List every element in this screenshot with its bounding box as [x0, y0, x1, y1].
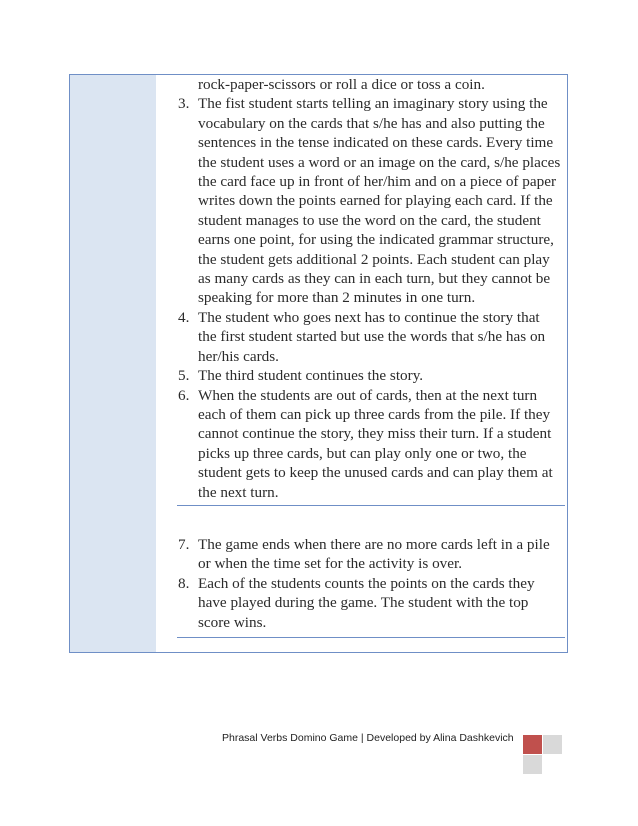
list-item-text-line: the next turn.: [198, 483, 279, 501]
list-item-text-line: speaking for more than 2 minutes in one turn.: [198, 289, 476, 307]
list-item-text-line: sentences in the tense indicated on these cards. Every time: [198, 134, 554, 152]
list-item-text-line: vocabulary on the cards that s/he has and also putting the: [198, 114, 545, 132]
list-item-text-line: student manages to use the word on the card, the student: [198, 211, 541, 229]
list-item-text-line: earns one point, for using the indicated grammar structure,: [198, 231, 554, 249]
list-item-text-line: student gets to keep the unused cards and can play them at: [198, 464, 553, 482]
intro-line: rock-paper-scissors or roll a dice or toss a coin.: [198, 76, 485, 93]
list-item-number: 8.: [178, 574, 190, 592]
list-item-text-line: The fist student starts telling an imaginary story using the: [198, 95, 548, 113]
list-item-number: 5.: [178, 367, 190, 385]
rules-section-2: [178, 535, 566, 632]
footer-red-square: [523, 735, 542, 754]
rules-list-2: [178, 535, 566, 632]
list-item-text-line: each of them can pick up three cards from the pile. If they: [198, 405, 551, 423]
list-item-number: 4.: [178, 308, 190, 326]
rules-section-1: [178, 75, 566, 502]
list-item-text-line: picks up three cards, but can play only one or two, the: [198, 444, 527, 462]
footer-gray-square: [543, 735, 562, 754]
list-item-text-line: her/his cards.: [198, 347, 279, 365]
list-item-text-line: the first student started but use the words that s/he has on: [198, 328, 546, 346]
list-item-number: 7.: [178, 536, 190, 553]
list-item: [178, 366, 566, 385]
list-item-text-line: writes down the points earned for playing each card. If the: [198, 192, 553, 210]
list-item-text-line: the student gets additional 2 points. Each student can play: [198, 250, 550, 268]
section-divider: [177, 505, 565, 506]
list-item-number: 3.: [178, 95, 190, 113]
list-item-text-line: cannot continue the story, they miss their turn. If a student: [198, 425, 552, 443]
rules-list-1: [178, 94, 566, 502]
content-table: [69, 74, 568, 653]
list-item-text-line: the student uses a word or an image on the card, s/he places: [198, 153, 561, 171]
table-side-column: [70, 75, 156, 652]
list-item: [178, 386, 566, 502]
list-item-text-line: score wins.: [198, 613, 267, 631]
list-item-text-line: or when the time set for the activity is over.: [198, 555, 463, 573]
list-item: [178, 94, 566, 307]
footer-gray-square-lower: [523, 755, 542, 774]
section-divider-bottom: [177, 637, 565, 638]
list-item: [178, 574, 566, 632]
page-footer-text: Phrasal Verbs Domino Game | Developed by Alina Dashkevich: [222, 732, 514, 744]
list-item: [178, 535, 566, 574]
list-item-text-line: The third student continues the story.: [198, 367, 424, 385]
list-item-text-line: as many cards as they can in each turn, but they cannot be: [198, 270, 551, 288]
list-item-text-line: The game ends when there are no more cards left in a pile: [198, 536, 550, 553]
list-item-text-line: The student who goes next has to continue the story that: [198, 308, 540, 326]
list-item-text-line: have played during the game. The student with the top: [198, 594, 529, 612]
list-item-text-line: Each of the students counts the points on the cards they: [198, 574, 535, 592]
list-item-text-line: the card face up in front of her/him and on a piece of paper: [198, 173, 557, 191]
list-item-text-line: When the students are out of cards, then at the next turn: [198, 386, 538, 404]
list-item: [178, 308, 566, 366]
list-item-number: 6.: [178, 386, 190, 404]
